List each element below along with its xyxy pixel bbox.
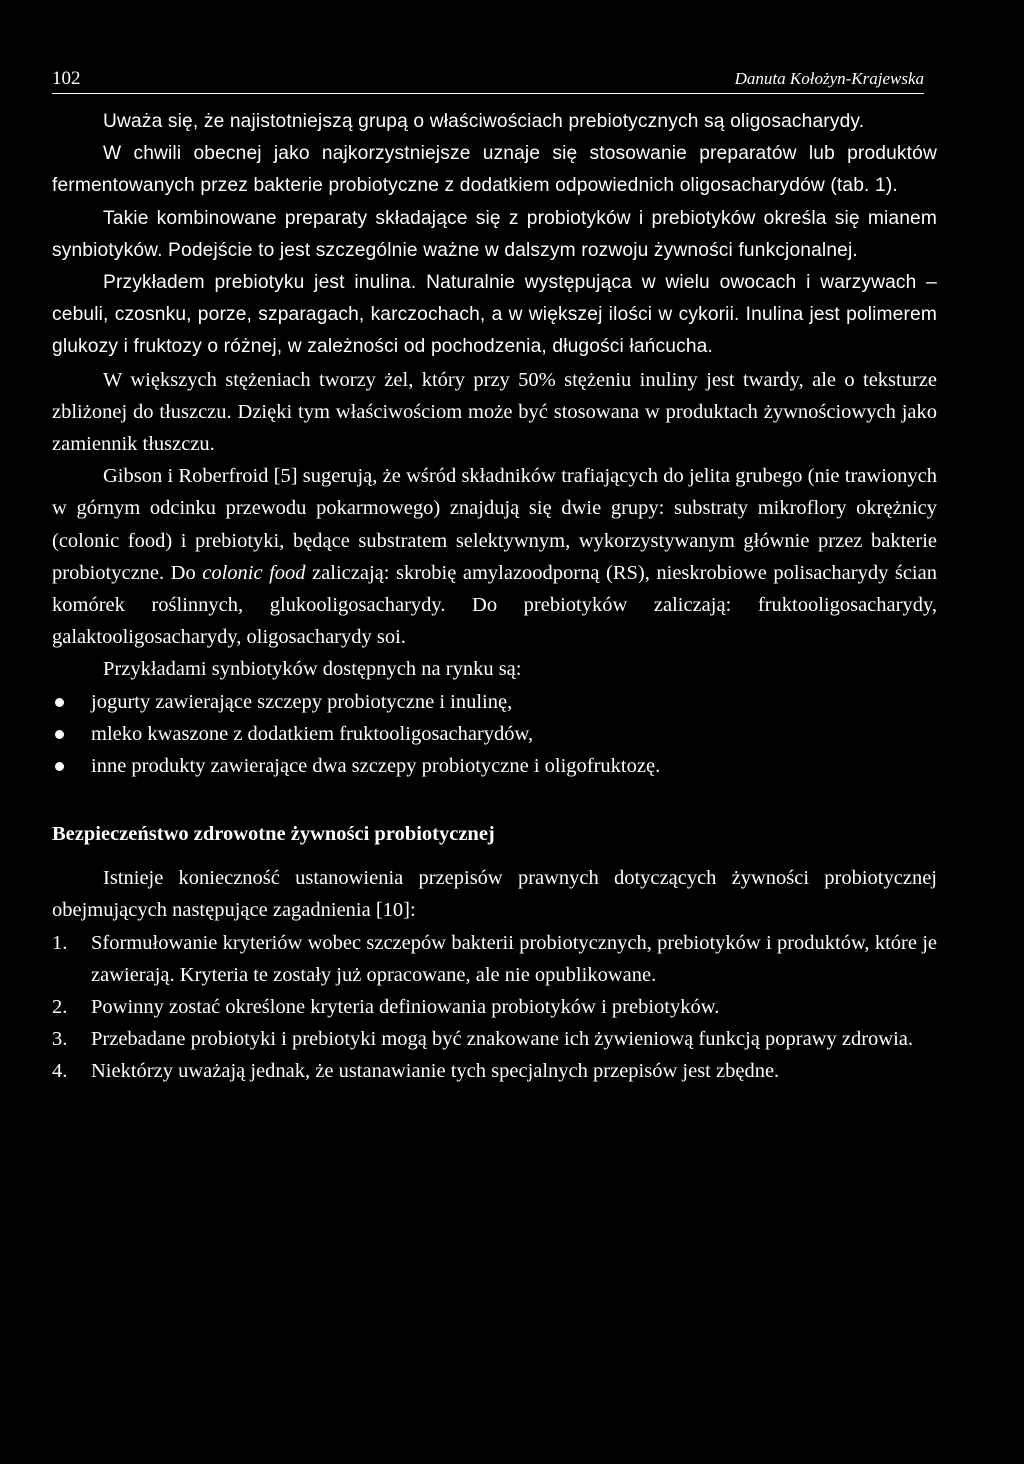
page-number: 102 [52, 68, 81, 89]
item-text: Przebadane probiotyki i prebiotyki mogą być znakowane ich żywieniową funkcją poprawy zdrowia. [91, 1028, 914, 1051]
gibson-text-2: zaliczają: skrobię amylazoodporną (RS), nieskrobiowe polisacharydy ścian komórek roślinnych, glukooligosacharydy. Do prebiotyków zaliczają: fruktooligosacharydy, galaktooligosacharydy, oligosacharydy soi. [52, 561, 937, 649]
item-number: 1. [52, 931, 68, 954]
bullet-icon [55, 730, 64, 739]
page-body [52, 106, 937, 1088]
bullet-icon [55, 762, 64, 771]
running-author: Danuta Kołożyn-Krajewska [734, 69, 924, 88]
list-item [52, 1023, 937, 1055]
sans-text-block [52, 106, 937, 364]
item-text: Sformułowanie kryteriów wobec szczepów bakterii probiotycznych, prebiotyków i produktów, które je zawierają. Kryteria te zostały już opracowane, ale nie opublikowane. [91, 931, 937, 986]
synbiotic-examples-list [52, 686, 937, 783]
item-number: 2. [52, 996, 68, 1019]
colonic-food-term: colonic food [202, 561, 306, 584]
serif-text-block [52, 364, 937, 1088]
page-header [52, 66, 924, 90]
section-heading: Bezpieczeństwo zdrowotne żywności probiotycznej [52, 823, 495, 846]
item-text: Niektórzy uważają jednak, że ustanawianie tych specjalnych przepisów jest zbędne. [91, 1060, 780, 1083]
examples-intro: Przykładami synbiotyków dostępnych na rynku są: [103, 658, 522, 681]
section-intro: Istnieje konieczność ustanowienia przepisów prawnych dotyczących żywności probiotycznej obejmujących następujące zagadnienia [10]: [52, 867, 937, 922]
paragraph: Uważa się, że najistotniejszą grupą o właściwościach prebiotycznych są oligosacharydy. [103, 111, 865, 132]
paragraph: W chwili obecnej jako najkorzystniejsze uznaje się stosowanie preparatów lub produktów fermentowanych przez bakterie probiotyczne z dodatkiem odpowiednich oligosacharydów (tab. 1). [52, 143, 937, 197]
header-rule [52, 93, 924, 94]
paragraph: Takie kombinowane preparaty składające się z probiotyków i prebiotyków określa się mianem synbiotyków. Podejście to jest szczególnie ważne w dalszym rozwoju żywności funkcjonalnej. [52, 207, 937, 261]
list-item [52, 991, 937, 1023]
item-number: 4. [52, 1060, 68, 1083]
list-item [52, 1055, 937, 1087]
list-item: inne produkty zawierające dwa szczepy probiotyczne i oligofruktozę. [52, 750, 937, 782]
gibson-text-1: Gibson i Roberfroid [5] sugerują, że wśród składników trafiających do jelita grubego (nie trawionych w górnym odcinku przewodu pokarmowego) znajdują się dwie grupy: substraty mikroflory okrężnicy (colonic food) i prebiotyki, będące substratem selektywnym, wykorzystywanym głównie przez bakterie probiotyczne. Do [52, 465, 937, 584]
requirements-list [52, 927, 937, 1088]
paragraph: Przykładem prebiotyku jest inulina. Naturalnie występująca w wielu owocach i warzywach – cebuli, czosnku, porze, szparagach, karczochach, a w większej ilości w cykorii. Inulina jest polimerem glukozy i fruktozy o różnej, w zależności od pochodzenia, długości łańcucha. [52, 272, 937, 358]
item-text: Powinny zostać określone kryteria definiowania probiotyków i prebiotyków. [91, 996, 720, 1019]
item-number: 3. [52, 1028, 68, 1051]
bullet-icon [55, 698, 64, 707]
list-item [52, 927, 937, 991]
gibson-paragraph [52, 460, 937, 653]
list-item: mleko kwaszone z dodatkiem fruktooligosacharydów, [52, 718, 937, 750]
paragraph: W większych stężeniach tworzy żel, który przy 50% stężeniu inuliny jest twardy, ale o teksturze zbliżonej do tłuszczu. Dzięki tym właściwościom może być stosowana w produktach żywnościowych jako zamiennik tłuszczu. [52, 368, 937, 456]
list-item: jogurty zawierające szczepy probiotyczne i inulinę, [52, 686, 937, 718]
